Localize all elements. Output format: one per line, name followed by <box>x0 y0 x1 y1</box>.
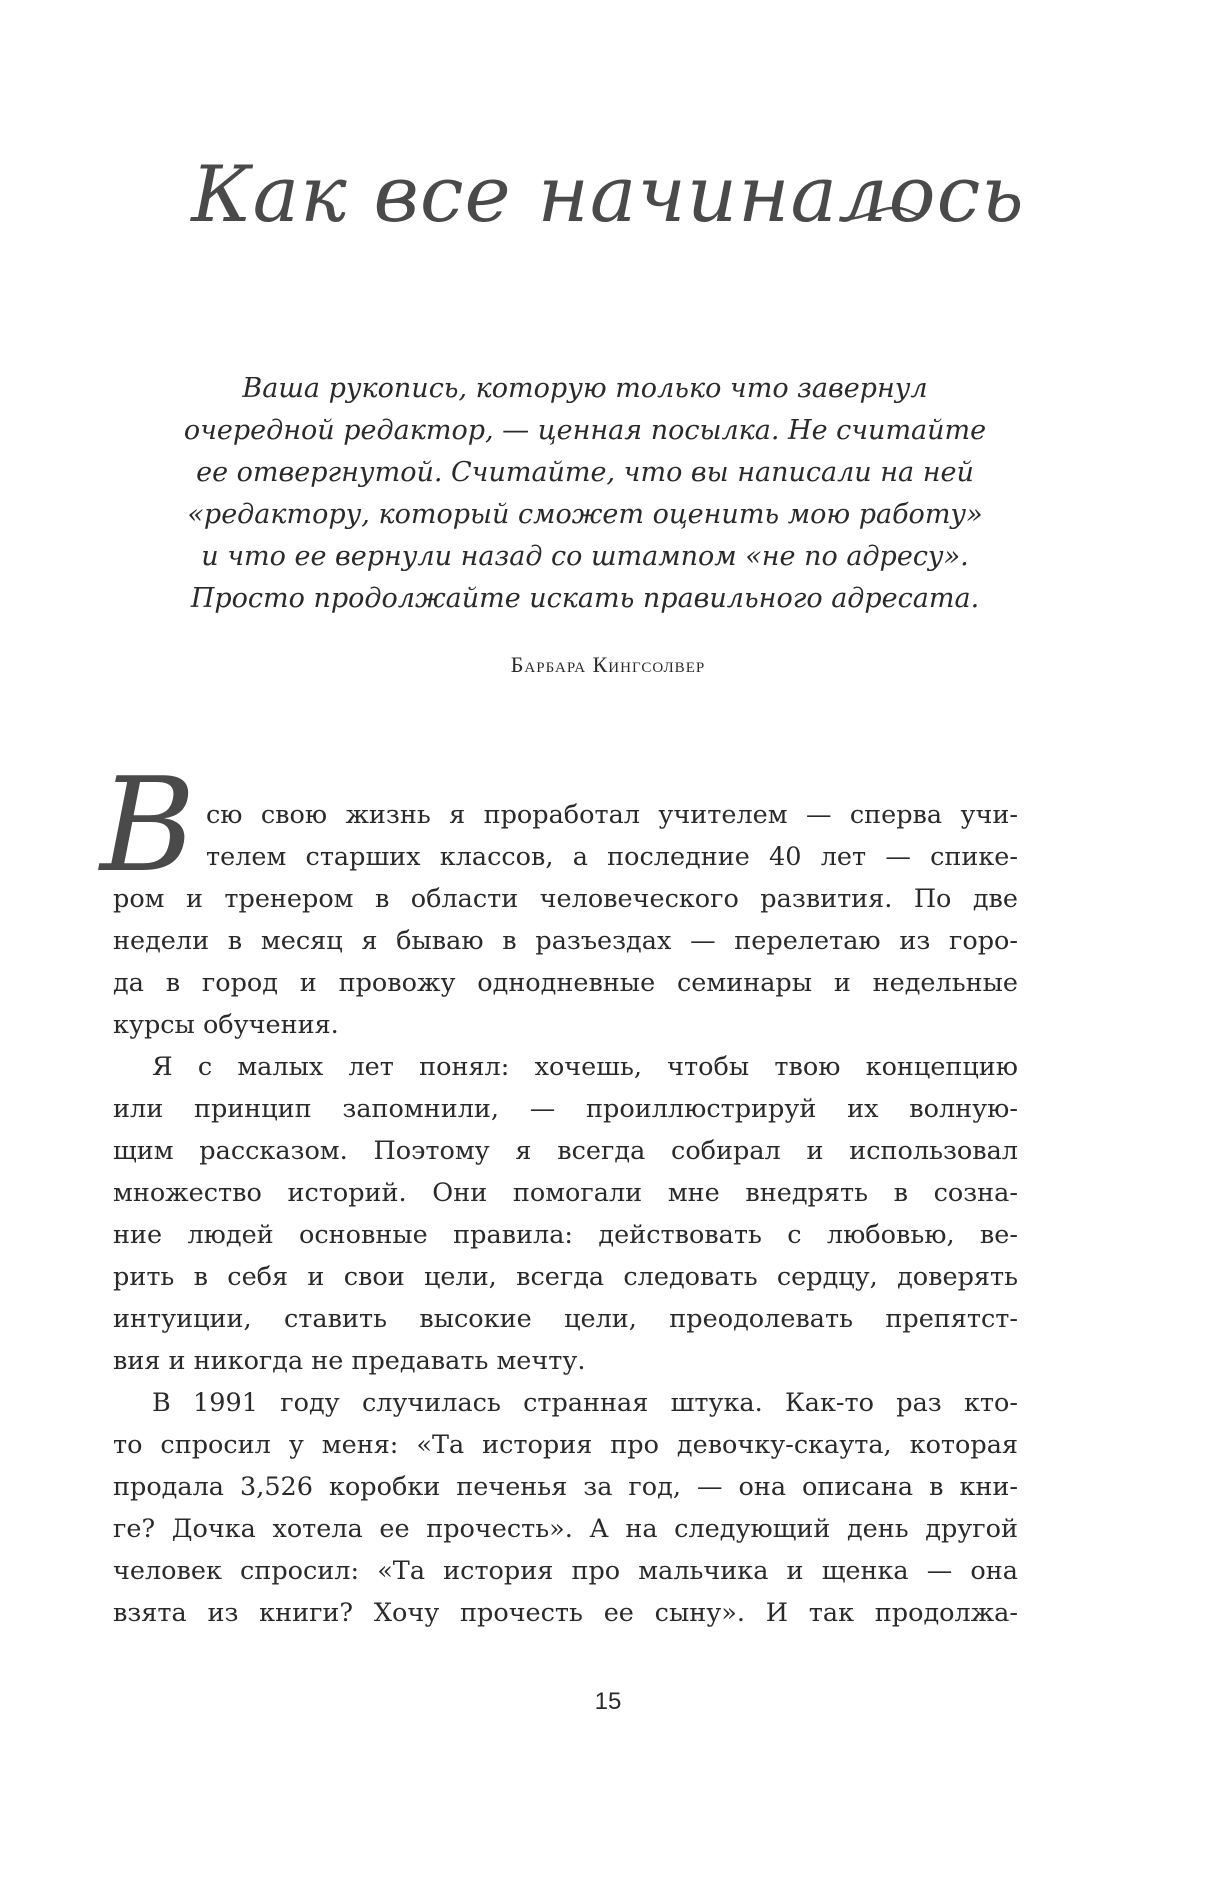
body-line: множество историй. Они помогали мне внедрять в созна- <box>113 1178 1018 1208</box>
body-line: В 1991 году случилась странная штука. Как-то раз кто- <box>152 1388 1018 1418</box>
body-line: ром и тренером в области человеческого развития. По две <box>113 884 1018 914</box>
epigraph <box>120 368 1050 620</box>
body-line: взята из книги? Хочу прочесть ее сыну». И так продолжа- <box>113 1598 1018 1628</box>
chapter-title: Как все начиналось <box>191 150 1025 240</box>
epigraph-line: и что ее вернули назад со штампом «не по адресу». <box>201 541 969 572</box>
epigraph-line: Ваша рукопись, которую только что завернул <box>242 373 928 404</box>
body-line: ние людей основные правила: действовать с любовью, ве- <box>113 1220 1018 1250</box>
title-swash-ornament <box>840 196 920 226</box>
drop-cap: В <box>100 749 196 901</box>
body-line: интуиции, ставить высокие цели, преодолевать препятст- <box>113 1304 1018 1334</box>
body-line: Я с малых лет понял: хочешь, чтобы твою концепцию <box>152 1052 1018 1082</box>
body-line: человек спросил: «Та история про мальчика и щенка — она <box>113 1556 1018 1586</box>
epigraph-line: Просто продолжайте искать правильного адресата. <box>190 583 980 614</box>
body-line: щим рассказом. Поэтому я всегда собирал и использовал <box>113 1136 1018 1166</box>
body-line: вия и никогда не предавать мечту. <box>113 1346 586 1376</box>
body-line: то спросил у меня: «Та история про девочку-скаута, которая <box>113 1430 1018 1460</box>
body-line: сю свою жизнь я проработал учителем — сперва учи- <box>206 800 1018 830</box>
body-line: да в город и провожу однодневные семинары и недельные <box>113 968 1018 998</box>
page-number: 15 <box>594 1688 622 1715</box>
body-line: ге? Дочка хотела ее прочесть». А на следующий день другой <box>113 1514 1018 1544</box>
epigraph-attribution: Барбара Кингсолвер <box>510 652 706 677</box>
epigraph-line: «редактору, который сможет оценить мою работу» <box>187 499 983 530</box>
body-line: рить в себя и свои цели, всегда следовать сердцу, доверять <box>113 1262 1018 1292</box>
body-line: телем старших классов, а последние 40 лет — спике- <box>206 842 1018 872</box>
epigraph-line: очередной редактор, — ценная посылка. Не считайте <box>183 415 987 446</box>
epigraph-line: ее отвергнутой. Считайте, что вы написали на ней <box>196 457 974 488</box>
body-line: недели в месяц я бываю в разъездах — перелетаю из горо- <box>113 926 1018 956</box>
body-line: курсы обучения. <box>113 1010 339 1040</box>
body-line: или принцип запомнили, — проиллюстрируй их волную- <box>113 1094 1018 1124</box>
body-line: продала 3,526 коробки печенья за год, — она описана в кни- <box>113 1472 1018 1502</box>
